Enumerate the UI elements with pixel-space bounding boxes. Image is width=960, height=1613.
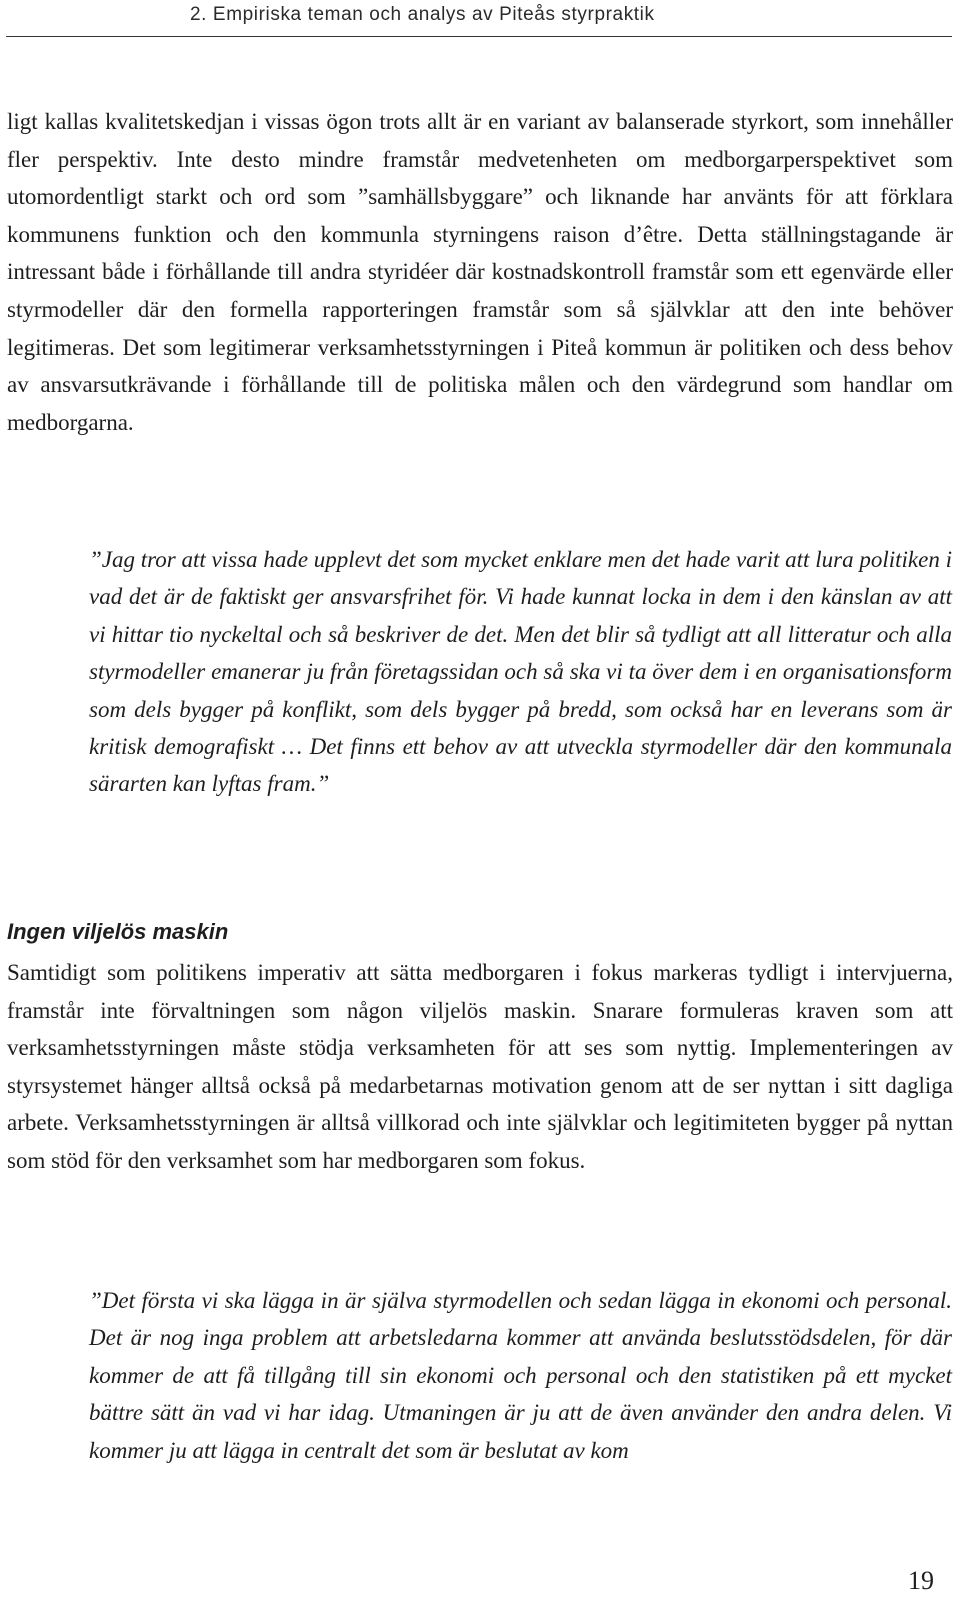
interview-quote: ”Jag tror att vissa hade upplevt det som mycket enklare men det hade varit att lura politiken i vad det är de faktiskt ger ansvarsfrihet för. Vi hade kunnat locka in dem i den känslan av att vi hittar tio nyckeltal och så beskriver de det. Men det blir så tydligt att all litteratur och alla styrmodeller emanerar ju från företagssidan och så ska vi ta över dem i en organisationsform som dels bygger på konflikt, som dels bygger på bredd, som också har en leverans som är kritisk demografiskt … Det finns ett behov av att utveckla styrmodeller där den kommunala särarten kan lyftas fram.” bbox=[89, 547, 952, 797]
section-heading: Ingen viljelös maskin bbox=[7, 919, 229, 944]
body-paragraph: ligt kallas kvalitetskedjan i vissas ögon trots allt är en variant av balanserade styrkort, som innehåller fler perspektiv. Inte desto mindre framstår medvetenheten om medborgarperspektivet som utomordentligt starkt och ord som ”samhällsbyggare” och liknande har använts för att förklara kommunens funktion och den kommunla styrningens raison d’être. Detta ställningstagande är intressant både i förhållande till andra styridéer där kostnadskontroll framstår som ett egenvärde eller styrmodeller där den formella rapporteringen framstår som så självklar att den inte behöver legitimeras. Det som legitimerar verksamhetsstyrningen i Piteå kommun är politiken och dess behov av ansvarsutkrävande i förhållande till de politiska målen och den värdegrund som handlar om medborgarna. bbox=[7, 109, 953, 435]
header-rule bbox=[6, 36, 952, 37]
running-header: 2. Empiriska teman och analys av Piteås styrpraktik bbox=[190, 4, 655, 25]
page-number: 19 bbox=[908, 1566, 934, 1595]
body-paragraph: Samtidigt som politikens imperativ att sätta medborgaren i fokus markeras tydligt i intervjuerna, framstår inte förvaltningen som någon viljelös maskin. Snarare formuleras kraven som att verksamhetsstyrningen måste stödja verksamheten för att ses som nyttig. Implementeringen av styrsystemet hänger alltså också på medarbetarnas motivation genom att de ser nyttan i sitt dagliga arbete. Verksamhetsstyrningen är alltså villkorad och inte självklar och legitimiteten bygger på nyttan som stöd för den verksamhet som har medborgaren som fokus. bbox=[7, 960, 953, 1173]
interview-quote: ”Det första vi ska lägga in är själva styrmodellen och sedan lägga in ekonomi och personal. Det är nog inga problem att arbetsledarna kommer att använda beslutsstödsdelen, för där kommer de att få tillgång till sin ekonomi och personal och den statistiken på ett mycket bättre sätt än vad vi har idag. Utmaningen är ju att de även använder den andra delen. Vi kommer ju att lägga in centralt det som är beslutat av kom bbox=[89, 1288, 952, 1463]
